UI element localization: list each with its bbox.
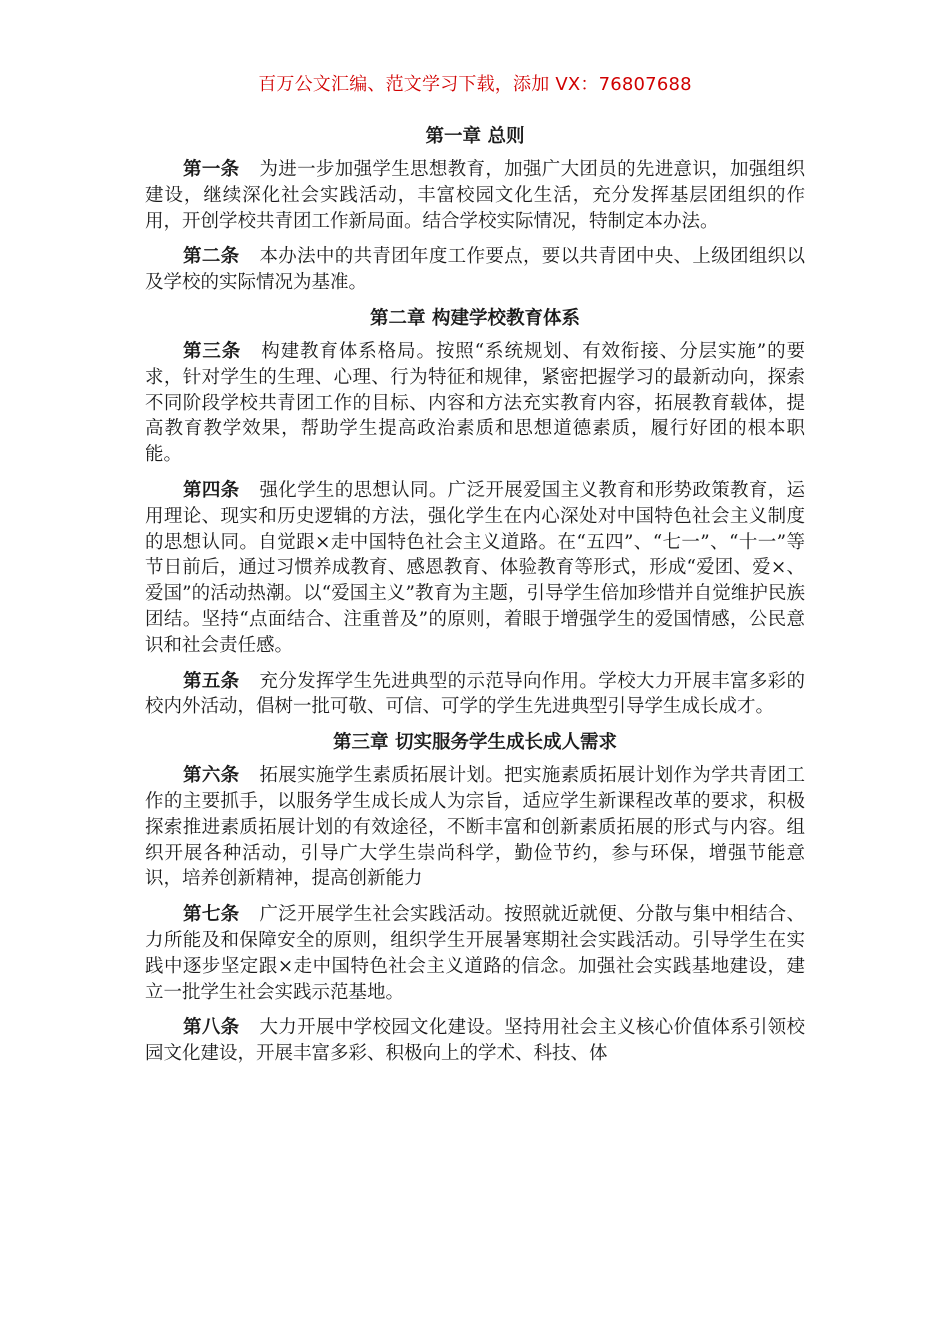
article bbox=[145, 763, 805, 892]
chapter-title: 第三章 切实服务学生成长成人需求 bbox=[333, 732, 617, 754]
article bbox=[145, 478, 805, 659]
article-number: 第三条 bbox=[183, 340, 242, 362]
article-text: 构建教育体系格局。按照“系统规划、有效衔接、分层实施”的要求，针对学生的生理、心理、行为特征和规律，紧密把握学习的最新动向，探索不同阶段学校共青团工作的目标、内容和方法充实教育内容，拓展教育载体，提高教育教学效果，帮助学生提高政治素质和思想道德素质，履行好团的根本职能。 bbox=[145, 340, 805, 466]
article-text: 大力开展中学校园文化建设。坚持用社会主义核心价值体系引领校园文化建设，开展丰富多彩、积极向上的学术、科技、体 bbox=[145, 1017, 805, 1065]
article bbox=[145, 339, 805, 468]
chapter-title: 第二章 构建学校教育体系 bbox=[370, 307, 580, 329]
article bbox=[145, 157, 805, 234]
article bbox=[145, 244, 805, 296]
article-number: 第二条 bbox=[183, 246, 240, 268]
article-number: 第八条 bbox=[183, 1017, 240, 1039]
article-number: 第七条 bbox=[183, 904, 240, 926]
chapter-title: 第一章 总则 bbox=[425, 126, 525, 147]
article-text: 广泛开展学生社会实践活动。按照就近就便、分散与集中相结合、力所能及和保障安全的原则，组织学生开展暑寒期社会实践活动。引导学生在实践中逐步坚定跟×走中国特色社会主义道路的信念。加强社会实践基地建设，建立一批学生社会实践示范基地。 bbox=[145, 904, 805, 1003]
article-text: 充分发挥学生先进典型的示范导向作用。学校大力开展丰富多彩的校内外活动，倡树一批可敬、可信、可学的学生先进典型引导学生成长成才。 bbox=[145, 670, 805, 718]
article-number: 第五条 bbox=[183, 670, 240, 692]
article-text: 拓展实施学生素质拓展计划。把实施素质拓展计划作为学共青团工作的主要抓手，以服务学生成长成人为宗旨，适应学生新课程改革的要求，积极探索推进素质拓展计划的有效途径，不断丰富和创新素质拓展的形式与内容。组织开展各种活动，引导广大学生崇尚科学，勤俭节约，参与环保，增强节能意识，培养创新精神，提高创新能力 bbox=[145, 765, 805, 890]
article bbox=[145, 669, 805, 721]
article-text: 强化学生的思想认同。广泛开展爱国主义教育和形势政策教育，运用理论、现实和历史逻辑的方法，强化学生在内心深处对中国特色社会主义制度的思想认同。自觉跟×走中国特色社会主义道路。在“五四”、“七一”、“十一”等节日前后，通过习惯养成教育、感恩教育、体验教育等形式，形成“爱团、爱×、爱国”的活动热潮。以“爱国主义”教育为主题，引导学生倍加珍惜并自觉维护民族团结。坚持“点面结合、注重普及”的原则，着眼于增强学生的爱国情感，公民意识和社会责任感。 bbox=[145, 479, 805, 656]
document-body bbox=[145, 124, 805, 1077]
article-number: 第四条 bbox=[183, 479, 240, 501]
article-text: 为进一步加强学生思想教育，加强广大团员的先进意识，加强组织建设，继续深化社会实践活动，丰富校园文化生活，充分发挥基层团组织的作用，开创学校共青团工作新局面。结合学校实际情况，特制定本办法。 bbox=[145, 159, 805, 232]
article bbox=[145, 1015, 805, 1067]
article-number: 第一条 bbox=[183, 159, 240, 180]
article-number: 第六条 bbox=[183, 765, 240, 787]
article bbox=[145, 902, 805, 1005]
watermark-text: 百万公文汇编、范文学习下载，添加 VX：76807688 bbox=[258, 74, 692, 95]
article-text: 本办法中的共青团年度工作要点，要以共青团中央、上级团组织以及学校的实际情况为基准。 bbox=[145, 246, 805, 294]
